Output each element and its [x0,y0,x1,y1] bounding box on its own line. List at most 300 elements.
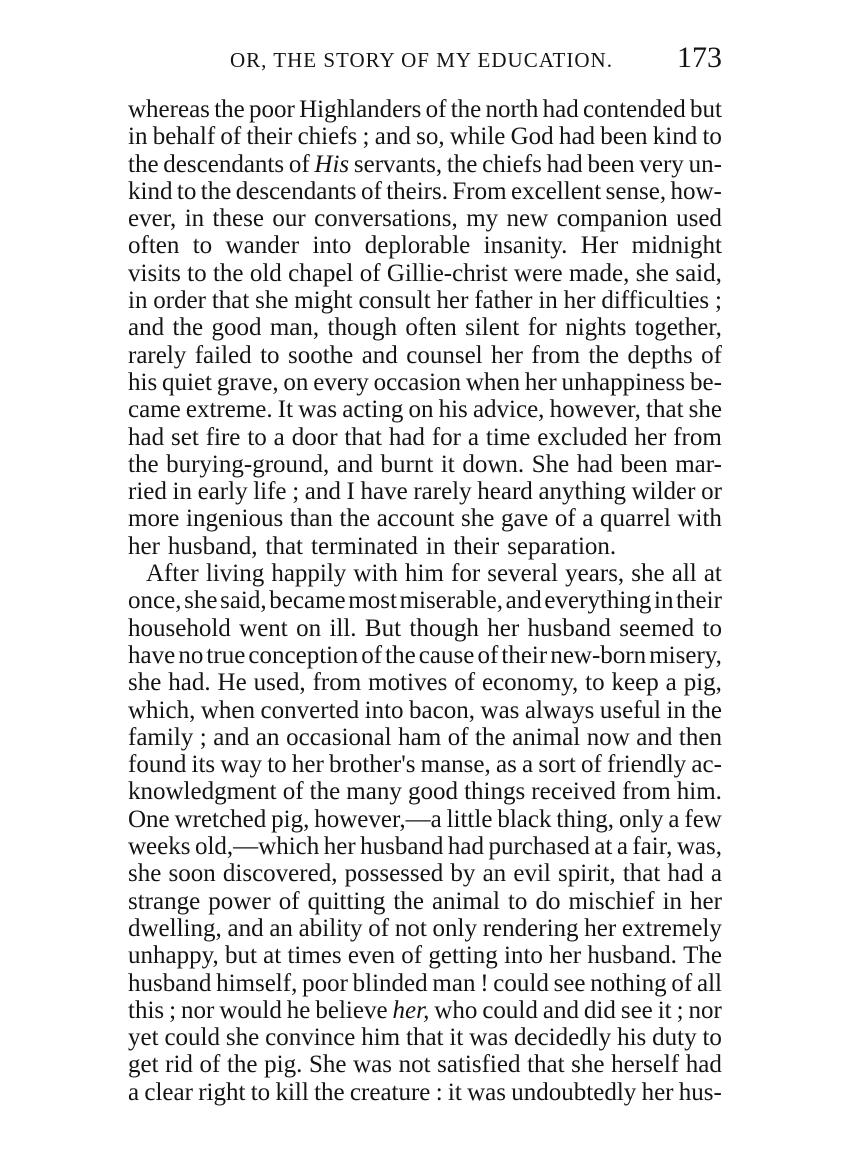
word: received [531,778,616,806]
word: to [702,1024,722,1052]
word: even [347,942,396,970]
word: mar- [675,450,722,478]
word: seemed [619,614,695,642]
running-head: OR, THE STORY OF MY EDUCATION. [230,48,613,72]
word: a [616,833,628,861]
word: useful [599,696,661,724]
word: good [211,314,262,342]
text-line [128,396,722,423]
word: been [587,150,635,178]
word: with [353,560,398,588]
word: the [691,696,722,724]
word: economy, [481,669,579,697]
text-line [128,260,722,287]
word: my [466,205,499,233]
word: household [128,614,231,642]
word: husband [360,833,444,861]
word: decidedly [513,1024,612,1052]
word: power [208,887,271,915]
word: every [313,368,369,396]
word: by [450,860,476,888]
page-header [128,40,722,80]
word: duty [652,1024,697,1052]
word: she [255,287,289,315]
word: contended [583,96,686,123]
word: He [217,669,247,697]
word: his [128,368,158,396]
word: I [346,478,355,506]
word: new-born [550,641,647,669]
text-line [128,451,722,478]
word: did [583,996,616,1024]
word: though [409,614,479,642]
word: were [514,259,563,287]
text-line [128,314,722,341]
word: of [199,1051,221,1079]
word: discovered, [222,860,338,888]
word: her [323,833,356,861]
word: animal [512,723,581,751]
word: possessed [344,860,444,888]
word: himself, [216,969,298,997]
word: from [312,669,362,697]
text-line [128,806,722,833]
word: said, [220,587,267,615]
word: companion [556,205,668,233]
word: rarely [128,341,187,369]
word: together, [634,314,722,342]
word: his [617,1024,647,1052]
word: Her [580,232,619,260]
word: do [535,887,561,915]
word: it [657,996,672,1024]
word: the [339,505,371,533]
word: to [702,123,722,151]
word: now [586,723,630,751]
word: for [527,314,557,342]
word: this [128,996,165,1024]
word: yet [128,1024,159,1052]
word: to [267,751,287,779]
word: but [224,942,257,970]
word: of [360,177,382,205]
word: failed [194,341,252,369]
word: bacon, [409,696,475,724]
word: poor [249,96,295,123]
text-line [128,1024,722,1051]
word: little [446,805,493,833]
word: in [654,587,674,615]
word: ever, [128,205,177,233]
word: a [668,805,680,833]
word: to [702,614,722,642]
word: she [635,259,670,287]
word: to [507,887,528,915]
word: very [639,150,684,178]
word: of [368,914,390,942]
word: of [581,751,602,779]
word: it [440,450,455,478]
word: she [225,1024,260,1052]
word: was [469,1024,509,1052]
word: so, [416,123,445,151]
word: all [696,969,722,997]
word: the [226,1051,258,1079]
word: she [128,860,162,888]
text-line [128,697,722,724]
word: chapel [288,259,354,287]
word: spirit, [558,860,616,888]
word: satisfied [437,1051,521,1079]
word: account [376,505,455,533]
word: came [128,396,181,424]
word: found [128,751,187,779]
word: in [662,887,683,915]
word: : [435,1078,443,1106]
word: undoubtedly [511,1078,637,1106]
word: believe [315,996,388,1024]
word: an [269,914,293,942]
word: for [431,423,461,451]
word: man [432,969,476,997]
word: his [438,396,468,424]
word: extreme. [185,396,273,424]
word: unhappiness [561,368,686,396]
word: in [538,287,558,315]
word: husband [128,969,212,997]
word: on [408,396,434,424]
word: of [701,341,722,369]
word: extremely [621,914,722,942]
word: sense, [605,177,667,205]
word: from [622,778,671,806]
word: in [666,696,686,724]
text-line [128,833,722,860]
word: rendering [482,914,579,942]
word: strange [128,887,201,915]
word: an [255,723,280,751]
word: him. [676,778,722,806]
word: in [172,478,192,506]
word: kill [275,1078,309,1106]
text-line [128,96,722,123]
text-line [128,751,722,778]
word: grave, [216,368,279,396]
word: ill. [329,614,357,642]
word: could [493,969,549,997]
word: burying-ground, [166,450,330,478]
word: had [667,860,704,888]
word: that [344,423,382,451]
word: God [510,123,554,151]
word: had [685,1051,722,1079]
word: in [128,123,148,151]
word: quitting [307,887,386,915]
word: for [451,560,481,588]
word: His [314,150,350,178]
text-line [128,178,722,205]
word: the [200,177,232,205]
word: the [309,778,341,806]
text-line [128,123,722,150]
word: was [353,1051,392,1079]
word: and [505,587,542,615]
word: all [671,560,697,588]
word: see [553,969,586,997]
word: might [294,287,353,315]
word: dwelling, [128,914,222,942]
word: ability [298,914,363,942]
word: her [491,341,523,369]
word: the [450,96,482,123]
text-line [128,778,722,805]
word: sort [538,751,576,779]
word: went [239,614,288,642]
word: of [554,505,576,533]
word: whereas [128,96,210,123]
word: early [197,478,248,506]
word: a [273,423,285,451]
word: made, [568,259,630,287]
word: separation. [507,532,617,560]
word: descendants [235,177,357,205]
text-line [128,205,722,232]
text-line [128,478,722,505]
text-line [128,505,722,532]
word: which, [128,696,196,724]
word: black [497,805,552,833]
word: One [128,805,170,833]
word: kind [128,177,173,205]
word: friendly [607,751,687,779]
word: into [364,696,404,724]
word: had [388,423,425,451]
word: several [487,560,559,588]
word: in [128,287,148,315]
word: misery, [649,641,722,669]
word: had [128,423,165,451]
word: terminated [311,532,418,560]
word: he [286,996,311,1024]
word: her [487,614,520,642]
word: him [404,560,444,588]
word: life [253,478,287,506]
word: been [600,123,648,151]
word: used [676,205,722,233]
word: from [531,341,581,369]
word: wretched [174,805,267,833]
word: midnight [631,232,722,260]
text-line [128,369,722,396]
word: occasional [286,723,392,751]
word: only [618,805,664,833]
text-line [128,287,722,314]
word: Highlanders [299,96,422,123]
word: or [701,478,722,506]
word: burnt [380,450,434,478]
word: from [673,423,722,451]
text-line [128,560,722,587]
word: creature [349,1078,431,1106]
word: the [393,887,424,915]
word: true [206,641,246,669]
word: in [184,205,205,233]
page-number: 173 [677,41,722,74]
word: servants, [353,150,443,178]
word: set [171,423,199,451]
word: difficulties [601,287,710,315]
word: a [582,505,594,533]
word: wilder [631,478,696,506]
word: though [327,314,397,342]
text-line [128,942,722,969]
word: a [467,423,480,451]
word: ; [199,723,207,751]
word: pig, [271,805,310,833]
word: way [220,751,263,779]
word: occasion [373,368,462,396]
word: while [449,123,506,151]
word: no [178,641,204,669]
word: to [260,341,280,369]
word: as [495,751,517,779]
word: gave [501,505,549,533]
word: husband, [167,532,258,560]
word: rarely [413,478,472,506]
word: She [308,1051,347,1079]
word: into [312,232,352,260]
word: few [684,805,722,833]
word: could [164,1024,220,1052]
word: and [304,478,341,506]
text-line [128,424,722,451]
word: but [690,96,722,123]
word: years, [565,560,625,588]
word: new [506,205,549,233]
word: of [454,669,476,697]
word: animal [431,887,500,915]
word: became [269,587,346,615]
text-line [128,1051,722,1078]
word: her, [392,996,430,1024]
text-line [128,997,722,1024]
word: converted [260,696,360,724]
word: once, [128,587,182,615]
word: when [465,368,520,396]
word: getting [428,942,498,970]
word: of [288,150,310,178]
word: and [336,450,373,478]
word: was, [676,833,722,861]
word: the [172,314,204,342]
word: purchased [488,833,590,861]
word: ! [480,969,489,997]
word: of [278,887,300,915]
word: the [475,723,506,751]
word: visits [128,259,181,287]
word: miserable, [399,587,503,615]
word: the [385,641,416,669]
word: her [549,942,582,970]
word: when [200,696,256,724]
word: she [688,396,722,424]
text-line [128,151,722,178]
word: She [531,450,570,478]
word: evil [513,860,551,888]
word: soothe [287,341,354,369]
word: a [710,860,722,888]
word: of [220,123,242,151]
text-line [128,642,722,669]
word: than [289,505,333,533]
word: had [542,96,579,123]
word: nor [181,996,215,1024]
word: brother's [329,751,416,779]
word: her [436,287,469,315]
word: could [482,996,538,1024]
text-line [128,1079,722,1106]
word: It [277,396,294,424]
word: advice, [472,396,545,424]
word: clear [144,1078,193,1106]
word: order [153,287,207,315]
word: the [212,259,244,287]
word: the [314,1078,345,1106]
word: kind [652,123,698,151]
word: would [219,996,282,1024]
word: fair, [632,833,673,861]
word: been [620,450,668,478]
word: excluded [537,423,628,451]
word: who [434,996,478,1024]
word: with [677,505,722,533]
word: on [296,614,322,642]
word: of [477,641,499,669]
word: and [542,996,579,1024]
word: consult [358,287,431,315]
word: knowledgment [128,778,277,806]
word: theirs. [386,177,448,205]
word: said, [675,259,722,287]
word: chiefs [297,123,358,151]
word: then [678,723,722,751]
word: often [128,232,180,260]
word: her [634,423,667,451]
word: her [584,914,617,942]
word: ; [362,123,370,151]
text-line [128,915,722,942]
word: excellent [511,177,602,205]
word: to [192,232,213,260]
body-text [128,96,722,1106]
word: it [449,1024,464,1052]
word: mischief [568,887,655,915]
word: have [128,641,176,669]
word: their [676,587,722,615]
word: an [482,860,507,888]
word: to [250,1078,271,1106]
word: and [227,914,264,942]
word: old,—which [194,833,320,861]
word: the [128,150,159,178]
word: right [198,1078,246,1106]
word: convince [265,1024,356,1052]
word: she [128,669,162,697]
word: thing, [556,805,615,833]
word: keep [611,669,659,697]
word: living [205,560,265,588]
word: she [571,1051,605,1079]
